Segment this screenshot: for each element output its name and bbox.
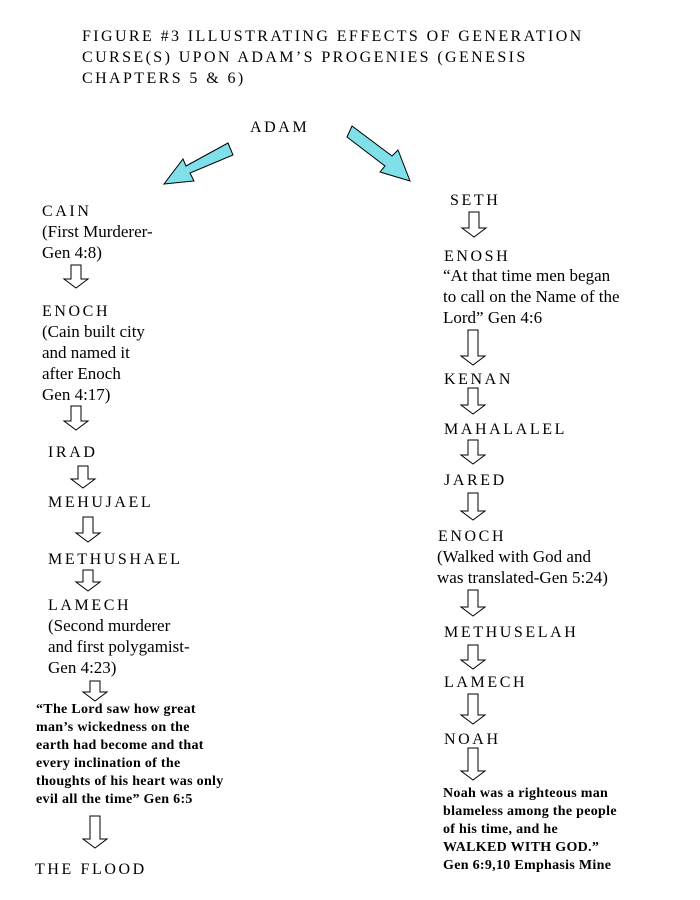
down-arrow-icon: [83, 816, 107, 848]
root-adam-label: ADAM: [250, 119, 310, 136]
right-methuselah-name: METHUSELAH: [444, 624, 579, 641]
down-arrow-icon: [76, 570, 100, 591]
left-irad-name: IRAD: [48, 444, 98, 461]
right-jared-name: JARED: [444, 472, 507, 489]
right-seth-name: SETH: [450, 192, 501, 209]
right-enoch-name: ENOCH: [438, 528, 507, 545]
right-noah-quote-line: Noah was a righteous man: [443, 786, 609, 801]
right-enosh-note: “At that time men began to call on the Name of the Lord” Gen 4:6: [443, 266, 620, 327]
left-lamech-name: LAMECH: [48, 597, 132, 614]
left-mehujael-name: MEHUJAEL: [48, 494, 154, 511]
right-branch-arrow-shape: [347, 126, 410, 181]
right-noah-quote-line: Gen 6:9,10 Emphasis Mine: [443, 858, 612, 873]
down-arrow-icon: [64, 265, 88, 288]
right-lamech-name: LAMECH: [444, 674, 528, 691]
left-cain-name: CAIN: [42, 203, 92, 220]
right-enoch-note: (Walked with God and was translated-Gen 5:24): [437, 547, 608, 587]
down-arrow-icon: [461, 645, 485, 669]
left-flood-label: THE FLOOD: [35, 861, 147, 878]
right-noah-quote: [443, 785, 617, 875]
down-arrow-icon: [461, 694, 485, 724]
left-enoch-name: ENOCH: [42, 303, 111, 320]
down-arrow-icon: [461, 388, 485, 414]
right-enosh-name: ENOSH: [444, 248, 511, 265]
down-arrow-icon: [461, 330, 485, 365]
right-noah-quote-line: WALKED WITH GOD.”: [443, 840, 600, 855]
down-arrow-icon: [462, 212, 486, 237]
left-enoch-note: (Cain built city and named it after Enoch Gen 4:17): [42, 322, 145, 404]
figure-title: [82, 26, 584, 89]
figure-title-line: CURSE(S) UPON ADAM’S PROGENIES (GENESIS: [82, 49, 528, 66]
down-arrow-icon: [64, 406, 88, 430]
left-cain-note: (First Murderer- Gen 4:8): [42, 222, 153, 262]
down-arrow-icon: [76, 517, 100, 542]
left-methushael-name: METHUSHAEL: [48, 551, 183, 568]
down-arrow-icon: [461, 590, 485, 616]
right-noah-quote-line: blameless among the people: [443, 804, 617, 819]
down-arrow-icon: [71, 466, 95, 488]
down-arrow-icon: [461, 748, 485, 780]
left-genesis-quote: “The Lord saw how great man’s wickedness on the earth had become and that every inclination of the thoughts of his heart was only evil all the time” Gen 6:5: [36, 702, 224, 807]
down-arrow-icon: [461, 440, 485, 464]
right-mahalalel-name: MAHALALEL: [444, 421, 567, 438]
down-arrow-icon: [83, 681, 107, 701]
right-noah-quote-line: of his time, and he: [443, 822, 558, 837]
left-lamech-note: (Second murderer and first polygamist- Gen 4:23): [48, 616, 190, 677]
figure-title-line: CHAPTERS 5 & 6): [82, 70, 246, 87]
figure-title-line: FIGURE #3 ILLUSTRATING EFFECTS OF GENERATION: [82, 28, 584, 45]
down-arrow-icon: [461, 493, 485, 520]
right-kenan-name: KENAN: [444, 371, 513, 388]
right-noah-name: NOAH: [444, 731, 501, 748]
left-branch-arrow-shape: [164, 143, 233, 184]
